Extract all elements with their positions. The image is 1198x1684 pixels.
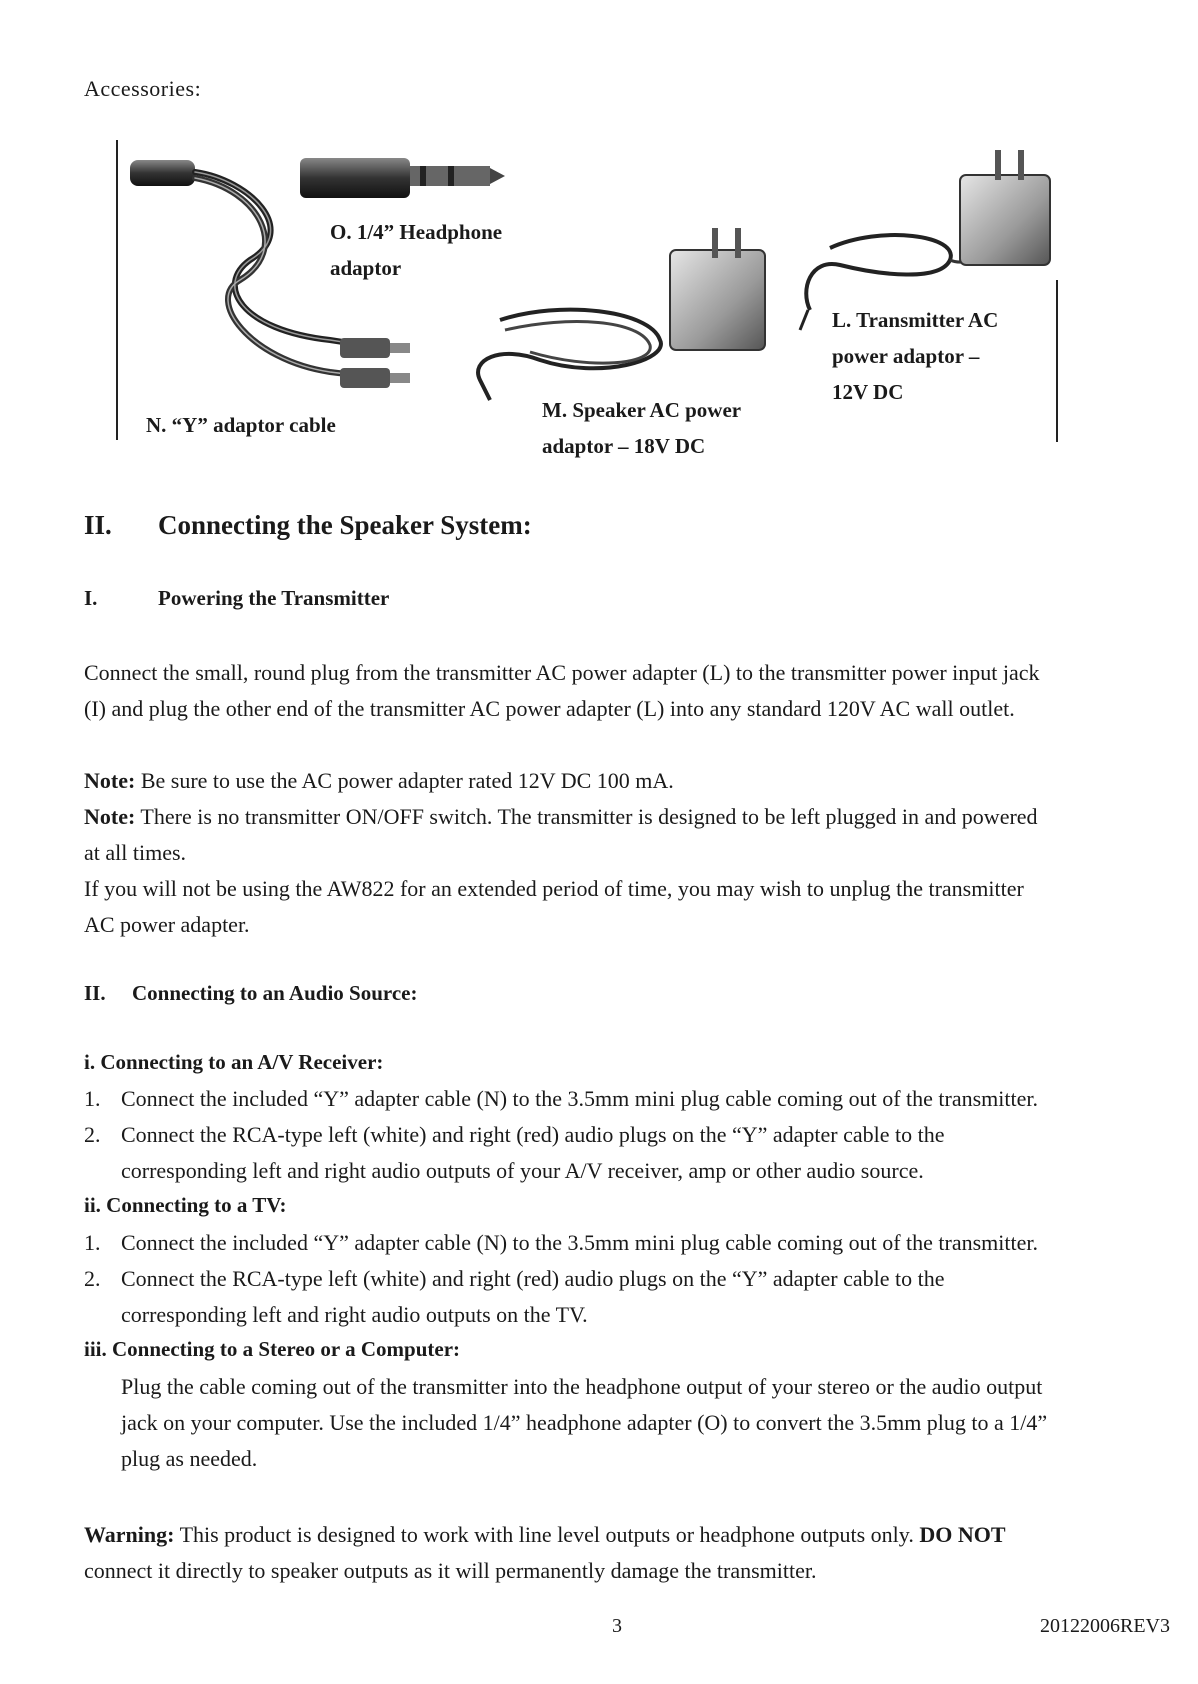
subsection-powering-title: Powering the Transmitter — [158, 586, 390, 610]
warning-text: This product is designed to work with line level outputs or headphone outputs only. — [174, 1522, 920, 1547]
caption-transmitter-adaptor-line3: 12V DC — [832, 380, 904, 404]
caption-speaker-adaptor-line2: adaptor – 18V DC — [542, 434, 706, 458]
tv-step2-number: 2. — [84, 1266, 101, 1291]
note-2-line1 — [84, 799, 1038, 835]
accessories-heading: Accessories: — [84, 76, 202, 101]
caption-y-adaptor-cable: N. “Y” adaptor cable — [146, 413, 336, 437]
receiver-step1-number: 1. — [84, 1086, 101, 1111]
caption-speaker-adaptor-line1: M. Speaker AC power — [542, 398, 742, 422]
stereo-line1: Plug the cable coming out of the transmitter into the headphone output of your stereo or the audio output — [121, 1374, 1043, 1399]
tv-step2-line2: corresponding left and right audio outputs on the TV. — [121, 1302, 588, 1327]
revision-code: 20122006REV3 — [1040, 1615, 1170, 1637]
note-1-text: Be sure to use the AC power adapter rated 12V DC 100 mA. — [135, 768, 674, 793]
accessories-figure — [0, 0, 1198, 470]
caption-transmitter-adaptor-line2: power adaptor – — [832, 344, 980, 368]
note-2-text: There is no transmitter ON/OFF switch. The transmitter is designed to be left plugged in and powered — [135, 804, 1038, 829]
unplug-advice-line1: If you will not be using the AW822 for an extended period of time, you may wish to unplug the transmitter — [84, 876, 1024, 901]
receiver-step2-number: 2. — [84, 1122, 101, 1147]
receiver-heading: i. Connecting to an A/V Receiver: — [84, 1050, 384, 1074]
subsection-audio-source-title: Connecting to an Audio Source: — [132, 981, 418, 1005]
unplug-advice-line2: AC power adapter. — [84, 912, 250, 937]
subsection-powering-number: I. — [84, 586, 98, 610]
receiver-step2-line2: corresponding left and right audio outputs of your A/V receiver, amp or other audio source. — [121, 1158, 924, 1183]
tv-heading: ii. Connecting to a TV: — [84, 1193, 287, 1217]
tv-step2-line1: Connect the RCA-type left (white) and right (red) audio plugs on the “Y” adapter cable to the — [121, 1266, 945, 1291]
speaker-ac-adaptor-image — [478, 228, 765, 400]
note-2-line2: at all times. — [84, 840, 187, 865]
note-2-label: Note: — [84, 804, 136, 829]
receiver-step2-line1: Connect the RCA-type left (white) and right (red) audio plugs on the “Y” adapter cable to the — [121, 1122, 945, 1147]
headphone-adaptor-image — [300, 158, 505, 198]
caption-headphone-adaptor-line2: adaptor — [330, 256, 402, 280]
tv-step1: Connect the included “Y” adapter cable (N) to the 3.5mm mini plug cable coming out of the transmitter. — [121, 1230, 1039, 1255]
powering-paragraph-line2: (I) and plug the other end of the transmitter AC power adapter (L) into any standard 120V AC wall outlet. — [84, 696, 1015, 721]
powering-paragraph-line1: Connect the small, round plug from the transmitter AC power adapter (L) to the transmitter power input jack — [84, 660, 1040, 685]
note-1 — [84, 763, 674, 799]
receiver-step1: Connect the included “Y” adapter cable (N) to the 3.5mm mini plug cable coming out of the transmitter. — [121, 1086, 1039, 1111]
section-title: Connecting the Speaker System: — [158, 510, 532, 540]
stereo-line3: plug as needed. — [121, 1446, 258, 1471]
warning-line1 — [84, 1517, 1006, 1553]
caption-transmitter-adaptor-line1: L. Transmitter AC — [832, 308, 999, 332]
stereo-line2: jack on your computer. Use the included 1/4” headphone adapter (O) to convert the 3.5mm plug to a 1/4” — [121, 1410, 1048, 1435]
tv-step1-number: 1. — [84, 1230, 101, 1255]
caption-headphone-adaptor-line1: O. 1/4” Headphone — [330, 220, 503, 244]
page-number: 3 — [612, 1615, 622, 1637]
note-1-label: Note: — [84, 768, 136, 793]
warning-line2: connect it directly to speaker outputs as it will permanently damage the transmitter. — [84, 1558, 817, 1583]
section-number: II. — [84, 510, 112, 540]
warning-label: Warning: — [84, 1522, 175, 1547]
warning-do-not: DO NOT — [919, 1522, 1006, 1547]
stereo-heading: iii. Connecting to a Stereo or a Computer: — [84, 1337, 461, 1361]
subsection-audio-source-number: II. — [84, 981, 106, 1005]
